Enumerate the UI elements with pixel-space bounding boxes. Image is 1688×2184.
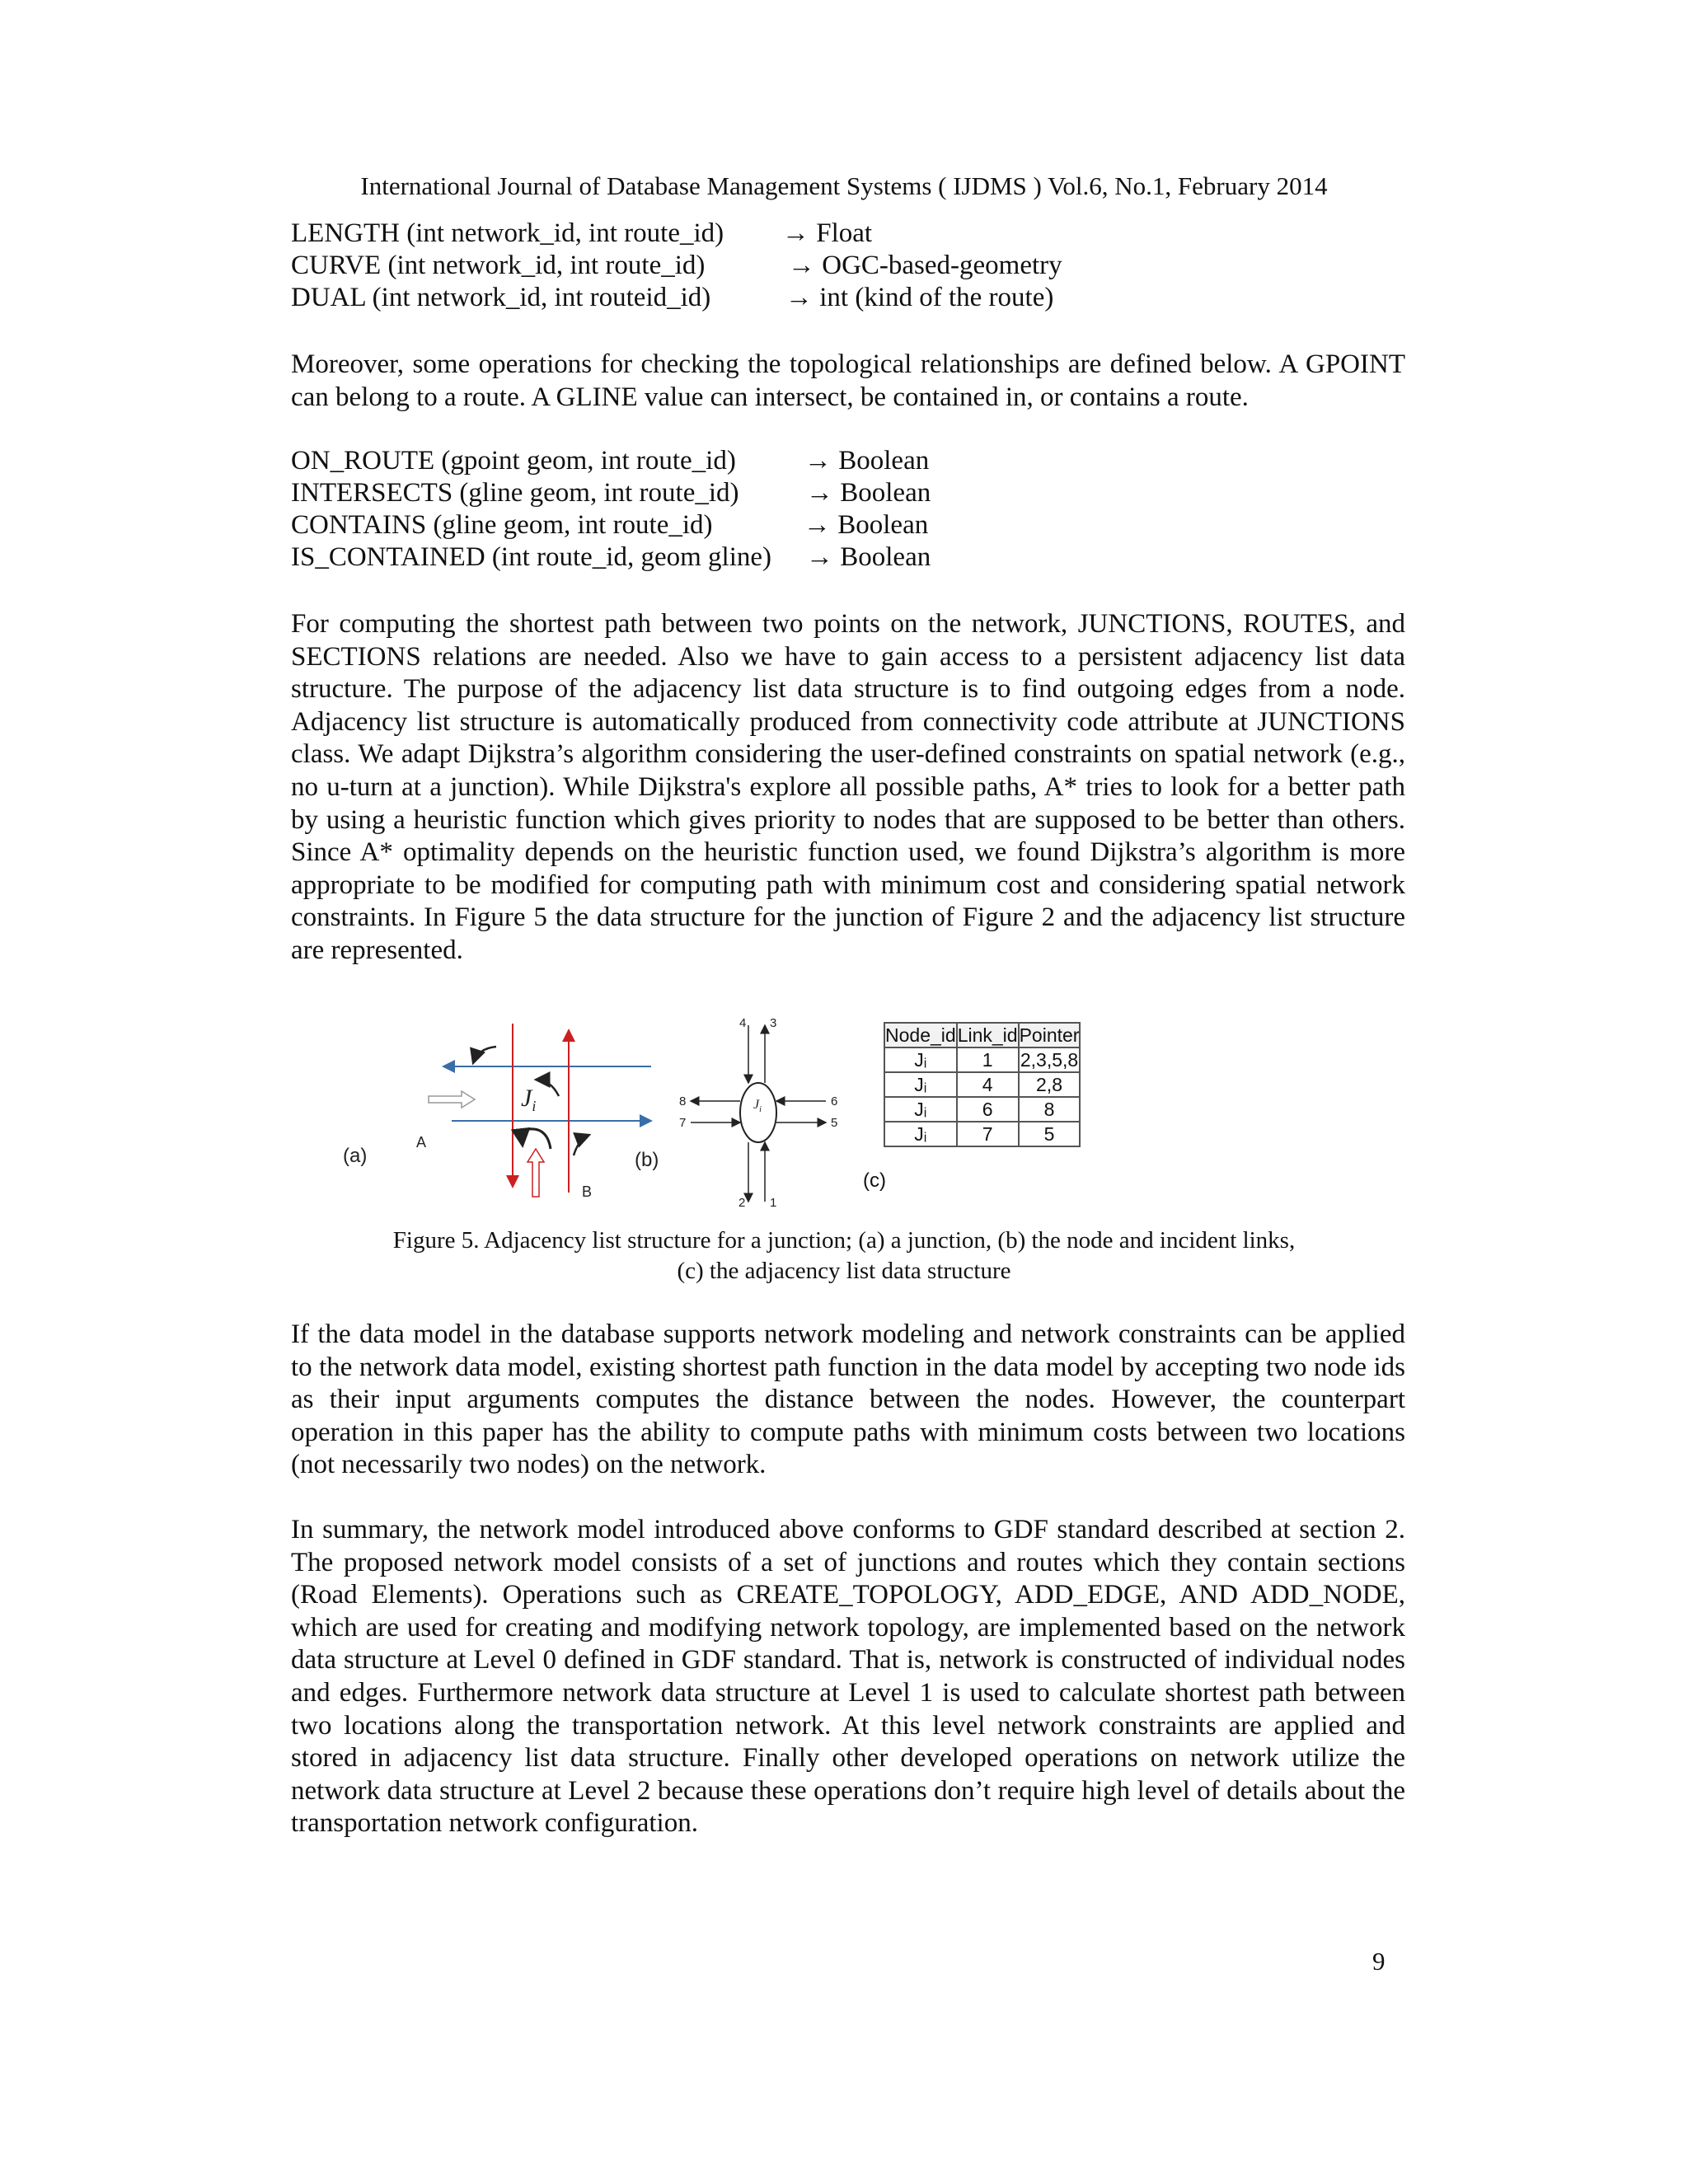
link-number-4: 4 — [739, 1016, 747, 1030]
junction-diagram — [338, 1015, 659, 1205]
signature-text: IS_CONTAINED (int route_id, geom gline) — [291, 542, 772, 572]
table-row — [884, 1072, 1080, 1097]
u-turn-arrow — [523, 1129, 551, 1149]
signature-text: CONTAINS (gline geom, int route_id) — [291, 510, 713, 540]
signature-return: → Boolean — [806, 542, 931, 572]
signature-text: DUAL (int network_id, int routeid_id) — [291, 283, 711, 312]
cell-link-id: 1 — [957, 1047, 1019, 1072]
left-turn-arrow — [473, 1047, 496, 1063]
right-turn-arrow — [536, 1080, 559, 1096]
cell-link-id: 4 — [957, 1072, 1019, 1097]
figure-caption-line-1: Figure 5. Adjacency list structure for a junction; (a) a junction, (b) the node and incident links, — [392, 1227, 1296, 1254]
figure-label-a: (a) — [343, 1145, 368, 1167]
entry-arrow-b — [528, 1149, 544, 1197]
node-label: $J_i$ — [753, 1098, 762, 1114]
cell-link-id: 6 — [957, 1097, 1019, 1122]
signature-text: INTERSECTS (gline geom, int route_id) — [291, 478, 739, 508]
signature-return: → Float — [782, 218, 873, 248]
table-row — [884, 1122, 1080, 1146]
node-links-diagram — [635, 1015, 841, 1213]
cell-link-id: 7 — [957, 1122, 1019, 1146]
road-b-label: B — [582, 1183, 593, 1200]
table-row — [884, 1097, 1080, 1122]
paragraph-shortest-path: For computing the shortest path between two points on the network, JUNCTIONS, ROUTES, and SECTIONS relations are needed. Also we have to gain access to a persistent adjacency list data structure. The purpose of the adjacency list data structure is to find outgoing edges from a node. Adjacency list structure is automatically produced from connectivity code attribute at JUNCTIONS class. We adapt Dijkstra’s algorithm considering the user-defined constraints on spatial network (e.g., no u-turn at a junction). While Dijkstra's explore all possible paths, A* tries to look for a better path by using a heuristic function which gives priority to nodes that are supposed to be better than others. Since A* optimality depends on the heuristic function used, we found Dijkstra’s algorithm is more appropriate to be modified for computing path with minimum cost and considering spatial network constraints. In Figure 5 the data structure for the junction of Figure 2 and the adjacency list structure are represented. — [291, 609, 1405, 965]
signature-text: CURVE (int network_id, int route_id) — [291, 251, 706, 280]
link-number-6: 6 — [831, 1094, 838, 1108]
signature-return: → Boolean — [804, 510, 929, 540]
table-row — [884, 1047, 1080, 1072]
column-header-pointer: Pointer — [1019, 1023, 1081, 1047]
signature-return: → int (kind of the route) — [785, 283, 1054, 312]
paragraph-data-model: If the data model in the database supports network modeling and network constraints can be applied to the network data model, existing shortest path function in the data model by accepting two node ids as their input arguments computes the distance between the nodes. However, the counterpart operation in this paper has the ability to compute paths with minimum costs between two locations (not necessarily two nodes) on the network. — [291, 1319, 1405, 1480]
column-header-link-id: Link_id — [957, 1023, 1019, 1047]
junction-node — [740, 1083, 776, 1142]
signature-text: LENGTH (int network_id, int route_id) — [291, 218, 724, 248]
right-turn-arrow-2 — [574, 1135, 589, 1155]
junction-label: $J_i$ — [521, 1085, 537, 1114]
cell-node-id: Jᵢ — [884, 1097, 957, 1122]
link-number-7: 7 — [679, 1116, 687, 1130]
cell-pointer: 2,3,5,8 — [1019, 1047, 1081, 1072]
running-header: International Journal of Database Management Systems ( IJDMS ) Vol.6, No.1, February 2014 — [360, 171, 1328, 200]
figure-label-c: (c) — [863, 1169, 886, 1192]
cell-pointer: 8 — [1019, 1097, 1081, 1122]
link-number-2: 2 — [738, 1196, 746, 1210]
figure-caption-line-2: (c) the adjacency list data structure — [677, 1258, 1011, 1284]
adjacency-list-table — [884, 1022, 1081, 1147]
figure-label-b: (b) — [635, 1149, 659, 1171]
link-number-5: 5 — [831, 1116, 838, 1130]
column-header-node-id: Node_id — [884, 1023, 957, 1047]
paragraph-summary: In summary, the network model introduced above conforms to GDF standard described at section 2. The proposed network model consists of a set of junctions and routes which they contain sections (Road Elements). Operations such as CREATE_TOPOLOGY, ADD_EDGE, AND ADD_NODE, which are used for creating and modifying network topology, are implemented based on the network data structure at Level 0 defined in GDF standard. That is, network is constructed of individual nodes and edges. Furthermore network data structure at Level 1 is used to calculate shortest path between two locations along the transportation network. At this level network constraints are applied and stored in adjacency list data structure. Finally other developed operations on network utilize the network data structure at Level 2 because these operations don’t require high level of details about the transportation network configuration. — [291, 1515, 1405, 1839]
link-number-3: 3 — [770, 1016, 777, 1030]
signature-text: ON_ROUTE (gpoint geom, int route_id) — [291, 446, 736, 476]
link-number-8: 8 — [679, 1094, 687, 1108]
signature-return: → Boolean — [804, 446, 930, 476]
cell-node-id: Jᵢ — [884, 1122, 957, 1146]
link-number-1: 1 — [770, 1196, 777, 1210]
entry-arrow-a — [429, 1091, 475, 1108]
paragraph-topological-intro: Moreover, some operations for checking the topological relationships are defined below. A GPOINT can belong to a route. A GLINE value can intersect, be contained in, or contains a route. — [291, 349, 1405, 412]
cell-pointer: 5 — [1019, 1122, 1081, 1146]
signature-return: → Boolean — [806, 478, 931, 508]
table-header-row — [884, 1023, 1080, 1047]
signature-return: → OGC-based-geometry — [788, 251, 1062, 280]
page-number: 9 — [1372, 1947, 1386, 1975]
cell-node-id: Jᵢ — [884, 1047, 957, 1072]
cell-pointer: 2,8 — [1019, 1072, 1081, 1097]
cell-node-id: Jᵢ — [884, 1072, 957, 1097]
road-a-label: A — [416, 1134, 427, 1151]
